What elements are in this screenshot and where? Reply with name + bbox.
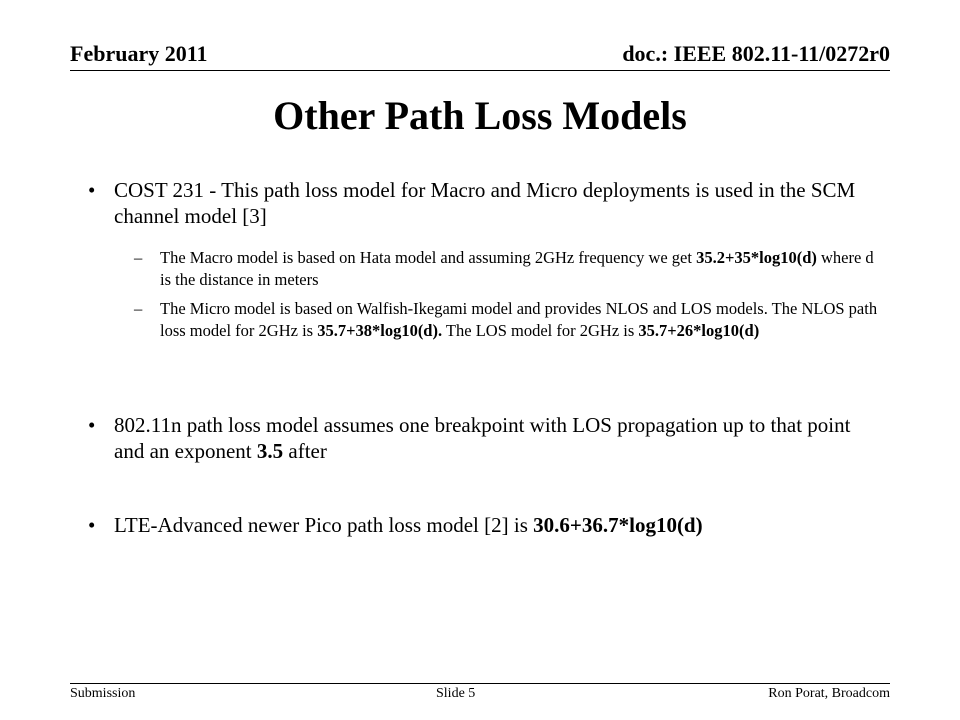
bullet-marker: • bbox=[88, 513, 96, 537]
sub-bullet-micro bbox=[134, 298, 884, 342]
pico-formula: 30.6+36.7*log10(d) bbox=[533, 513, 703, 537]
sub-bullet-marker: – bbox=[134, 248, 143, 267]
sub-bullet-macro bbox=[134, 247, 884, 291]
sub-bullet-text: The Macro model is based on Hata model and assuming 2GHz frequency we get 35.2+35*log10(d) where d is the distance in meters bbox=[160, 248, 874, 289]
footer-author: Ron Porat, Broadcom bbox=[768, 686, 890, 701]
footer-divider bbox=[70, 683, 890, 684]
bullet-cost231 bbox=[88, 177, 878, 229]
sub-bullet-marker: – bbox=[134, 299, 143, 318]
bullet-marker: • bbox=[88, 178, 96, 202]
bullet-text: LTE-Advanced newer Pico path loss model [2] is 30.6+36.7*log10(d) bbox=[114, 513, 703, 537]
los-formula: 35.7+26*log10(d) bbox=[638, 321, 760, 340]
header-date: February 2011 bbox=[70, 41, 208, 66]
sub-bullet-text: The Micro model is based on Walfish-Ikegami model and provides NLOS and LOS models. The NLOS path loss model for 2GHz is 35.7+38*log10(d). The LOS model for 2GHz is 35.7+26*log10(d) bbox=[160, 299, 878, 340]
footer-submission: Submission bbox=[70, 686, 136, 701]
exponent-value: 3.5 bbox=[256, 439, 284, 463]
bullet-marker: • bbox=[88, 413, 96, 437]
macro-formula: 35.2+35*log10(d) bbox=[696, 248, 817, 267]
bullet-lte-advanced bbox=[88, 512, 878, 538]
footer-slide-number: Slide 5 bbox=[436, 686, 476, 701]
bullet-text: COST 231 - This path loss model for Macro and Micro deployments is used in the SCM channel model [3] bbox=[114, 178, 856, 228]
bullet-text: 802.11n path loss model assumes one breakpoint with LOS propagation up to that point and an exponent 3.5 after bbox=[114, 413, 851, 463]
slide-title: Other Path Loss Models bbox=[273, 93, 687, 138]
header-doc-id: doc.: IEEE 802.11-11/0272r0 bbox=[622, 41, 890, 66]
bullet-80211n bbox=[88, 412, 878, 464]
nlos-formula: 35.7+38*log10(d). bbox=[317, 321, 443, 340]
